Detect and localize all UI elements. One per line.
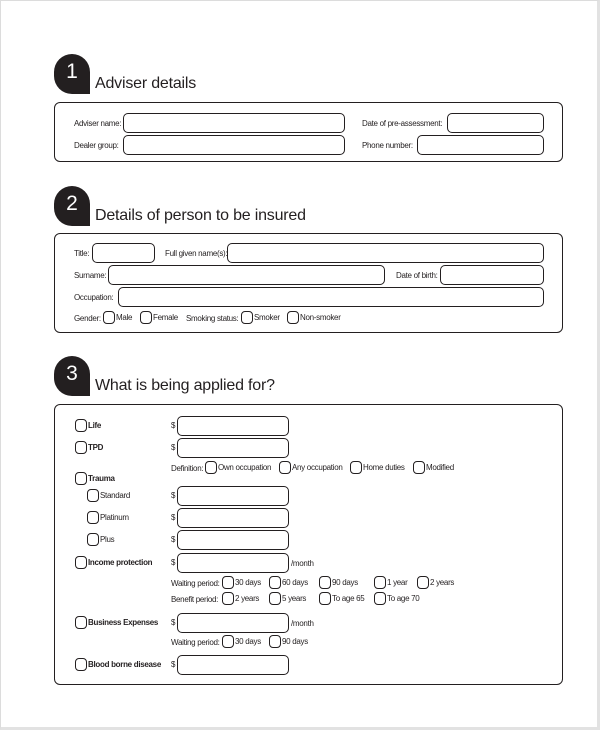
section-number: 1 [66, 60, 78, 83]
section-number: 2 [66, 192, 78, 215]
occupation-input[interactable] [118, 287, 544, 307]
currency-symbol: $ [171, 558, 176, 567]
date-of-birth-label: Date of birth: [396, 271, 438, 280]
trauma-standard-option[interactable] [87, 489, 130, 502]
ip-waiting-2-years-checkbox[interactable] [417, 576, 429, 589]
option-label: Female [153, 313, 178, 322]
phone-number-input[interactable] [417, 135, 544, 155]
option-label: TPD [88, 443, 104, 452]
option-label: 1 year [387, 578, 408, 587]
option-label: 30 days [235, 578, 261, 587]
option-label: Platinum [100, 513, 129, 522]
option-label: Standard [100, 491, 131, 500]
definition-any-occupation-option[interactable] [279, 461, 343, 474]
option-label: 5 years [282, 594, 307, 603]
gender-female-checkbox[interactable] [140, 311, 152, 324]
option-label: 90 days [332, 578, 358, 587]
any-occupation-checkbox[interactable] [279, 461, 291, 474]
trauma-plus-option[interactable] [87, 533, 114, 546]
section-number: 3 [66, 362, 78, 385]
income-protection-option[interactable] [75, 556, 152, 569]
ip-waiting-60-days-checkbox[interactable] [269, 576, 281, 589]
blood-borne-disease-amount-input[interactable] [177, 655, 289, 675]
blood-borne-disease-option[interactable] [75, 658, 161, 671]
option-label: To age 65 [332, 594, 365, 603]
income-protection-amount-input[interactable] [177, 553, 289, 573]
option-label: Non-smoker [300, 313, 341, 322]
plus-checkbox[interactable] [87, 533, 99, 546]
income-protection-checkbox[interactable] [75, 556, 87, 569]
title-input[interactable] [92, 243, 155, 263]
currency-symbol: $ [171, 491, 176, 500]
trauma-platinum-amount-input[interactable] [177, 508, 289, 528]
full-given-names-label: Full given name(s): [165, 249, 228, 258]
section-3-title: What is being applied for? [95, 377, 275, 394]
surname-input[interactable] [108, 265, 385, 285]
option-label: Modified [426, 463, 454, 472]
option-label: 30 days [235, 637, 261, 646]
application-panel [54, 404, 563, 685]
gender-female-option[interactable] [140, 311, 178, 324]
ip-benefit-2-years-option[interactable] [222, 592, 259, 605]
date-pre-assessment-label: Date of pre-assessment: [362, 119, 443, 128]
ip-waiting-60-days-option[interactable] [269, 576, 308, 589]
ip-benefit-5-years-checkbox[interactable] [269, 592, 281, 605]
section-1-number-badge [54, 54, 90, 94]
life-amount-input[interactable] [177, 416, 289, 436]
option-label: 90 days [282, 637, 308, 646]
trauma-plus-amount-input[interactable] [177, 530, 289, 550]
currency-symbol: $ [171, 421, 176, 430]
tpd-option[interactable] [75, 441, 103, 454]
standard-checkbox[interactable] [87, 489, 99, 502]
option-label: Plus [100, 535, 115, 544]
option-label: Any occupation [292, 463, 343, 472]
currency-symbol: $ [171, 443, 176, 452]
smoking-smoker-option[interactable] [241, 311, 280, 324]
section-3-number-badge [54, 356, 90, 396]
date-pre-assessment-input[interactable] [447, 113, 544, 133]
option-label: Life [88, 421, 102, 430]
gender-label: Gender: [74, 314, 101, 323]
insured-person-panel [54, 233, 563, 333]
adviser-details-panel [54, 102, 563, 162]
platinum-checkbox[interactable] [87, 511, 99, 524]
option-label: Trauma [88, 474, 115, 483]
option-label: Home duties [363, 463, 405, 472]
trauma-standard-amount-input[interactable] [177, 486, 289, 506]
be-waiting-90-days-option[interactable] [269, 635, 308, 648]
option-label: Business Expenses [88, 618, 159, 627]
currency-symbol: $ [171, 618, 176, 627]
own-occupation-checkbox[interactable] [205, 461, 217, 474]
home-duties-checkbox[interactable] [350, 461, 362, 474]
blood-borne-disease-checkbox[interactable] [75, 658, 87, 671]
currency-symbol: $ [171, 535, 176, 544]
ip-benefit-to-age-70-option[interactable] [374, 592, 419, 605]
ip-waiting-30-days-option[interactable] [222, 576, 261, 589]
full-given-names-input[interactable] [227, 243, 544, 263]
be-waiting-period-label: Waiting period: [171, 638, 220, 647]
date-of-birth-input[interactable] [440, 265, 544, 285]
gender-male-option[interactable] [103, 311, 132, 324]
ip-waiting-90-days-option[interactable] [319, 576, 358, 589]
ip-waiting-30-days-checkbox[interactable] [222, 576, 234, 589]
ip-waiting-90-days-checkbox[interactable] [319, 576, 331, 589]
be-waiting-90-days-checkbox[interactable] [269, 635, 281, 648]
currency-symbol: $ [171, 513, 176, 522]
ip-benefit-to-age-65-option[interactable] [319, 592, 364, 605]
definition-label: Definition: [171, 464, 204, 473]
ip-benefit-5-years-option[interactable] [269, 592, 306, 605]
occupation-label: Occupation: [74, 293, 114, 302]
life-option[interactable] [75, 419, 101, 432]
option-label: Smoker [254, 313, 280, 322]
option-label: Income protection [88, 558, 153, 567]
section-2-number-badge [54, 186, 90, 226]
ip-benefit-to-age-70-checkbox[interactable] [374, 592, 386, 605]
option-label: Male [116, 313, 133, 322]
section-2-title: Details of person to be insured [95, 207, 306, 224]
tpd-amount-input[interactable] [177, 438, 289, 458]
option-label: To age 70 [387, 594, 420, 603]
ip-benefit-2-years-checkbox[interactable] [222, 592, 234, 605]
ip-waiting-1-year-checkbox[interactable] [374, 576, 386, 589]
trauma-option[interactable] [75, 472, 115, 485]
be-waiting-30-days-checkbox[interactable] [222, 635, 234, 648]
option-label: 60 days [282, 578, 308, 587]
title-label: Title: [74, 249, 90, 258]
gender-male-checkbox[interactable] [103, 311, 115, 324]
dealer-group-input[interactable] [123, 135, 345, 155]
be-waiting-30-days-option[interactable] [222, 635, 261, 648]
business-expenses-amount-input[interactable] [177, 613, 289, 633]
option-label: Blood borne disease [88, 660, 161, 669]
dealer-group-label: Dealer group: [74, 141, 119, 150]
ip-waiting-1-year-option[interactable] [374, 576, 407, 589]
ip-waiting-period-label: Waiting period: [171, 579, 220, 588]
currency-symbol: $ [171, 660, 176, 669]
business-expenses-option[interactable] [75, 616, 158, 629]
smoking-status-label: Smoking status: [186, 314, 239, 323]
modified-checkbox[interactable] [413, 461, 425, 474]
life-checkbox[interactable] [75, 419, 87, 432]
option-label: Own occupation [218, 463, 272, 472]
smoking-non-smoker-option[interactable] [287, 311, 341, 324]
option-label: 2 years [235, 594, 260, 603]
adviser-name-input[interactable] [123, 113, 345, 133]
trauma-platinum-option[interactable] [87, 511, 129, 524]
non-smoker-checkbox[interactable] [287, 311, 299, 324]
definition-home-duties-option[interactable] [350, 461, 405, 474]
smoker-checkbox[interactable] [241, 311, 253, 324]
adviser-name-label: Adviser name: [74, 119, 122, 128]
per-month-label: /month [291, 619, 314, 628]
ip-benefit-period-label: Benefit period: [171, 595, 219, 604]
ip-waiting-2-years-option[interactable] [417, 576, 454, 589]
trauma-checkbox[interactable] [75, 472, 87, 485]
option-label: 2 years [430, 578, 455, 587]
definition-modified-option[interactable] [413, 461, 454, 474]
phone-number-label: Phone number: [362, 141, 413, 150]
per-month-label: /month [291, 559, 314, 568]
business-expenses-checkbox[interactable] [75, 616, 87, 629]
surname-label: Surname: [74, 271, 107, 280]
definition-own-occupation-option[interactable] [205, 461, 271, 474]
tpd-checkbox[interactable] [75, 441, 87, 454]
ip-benefit-to-age-65-checkbox[interactable] [319, 592, 331, 605]
section-1-title: Adviser details [95, 75, 197, 92]
